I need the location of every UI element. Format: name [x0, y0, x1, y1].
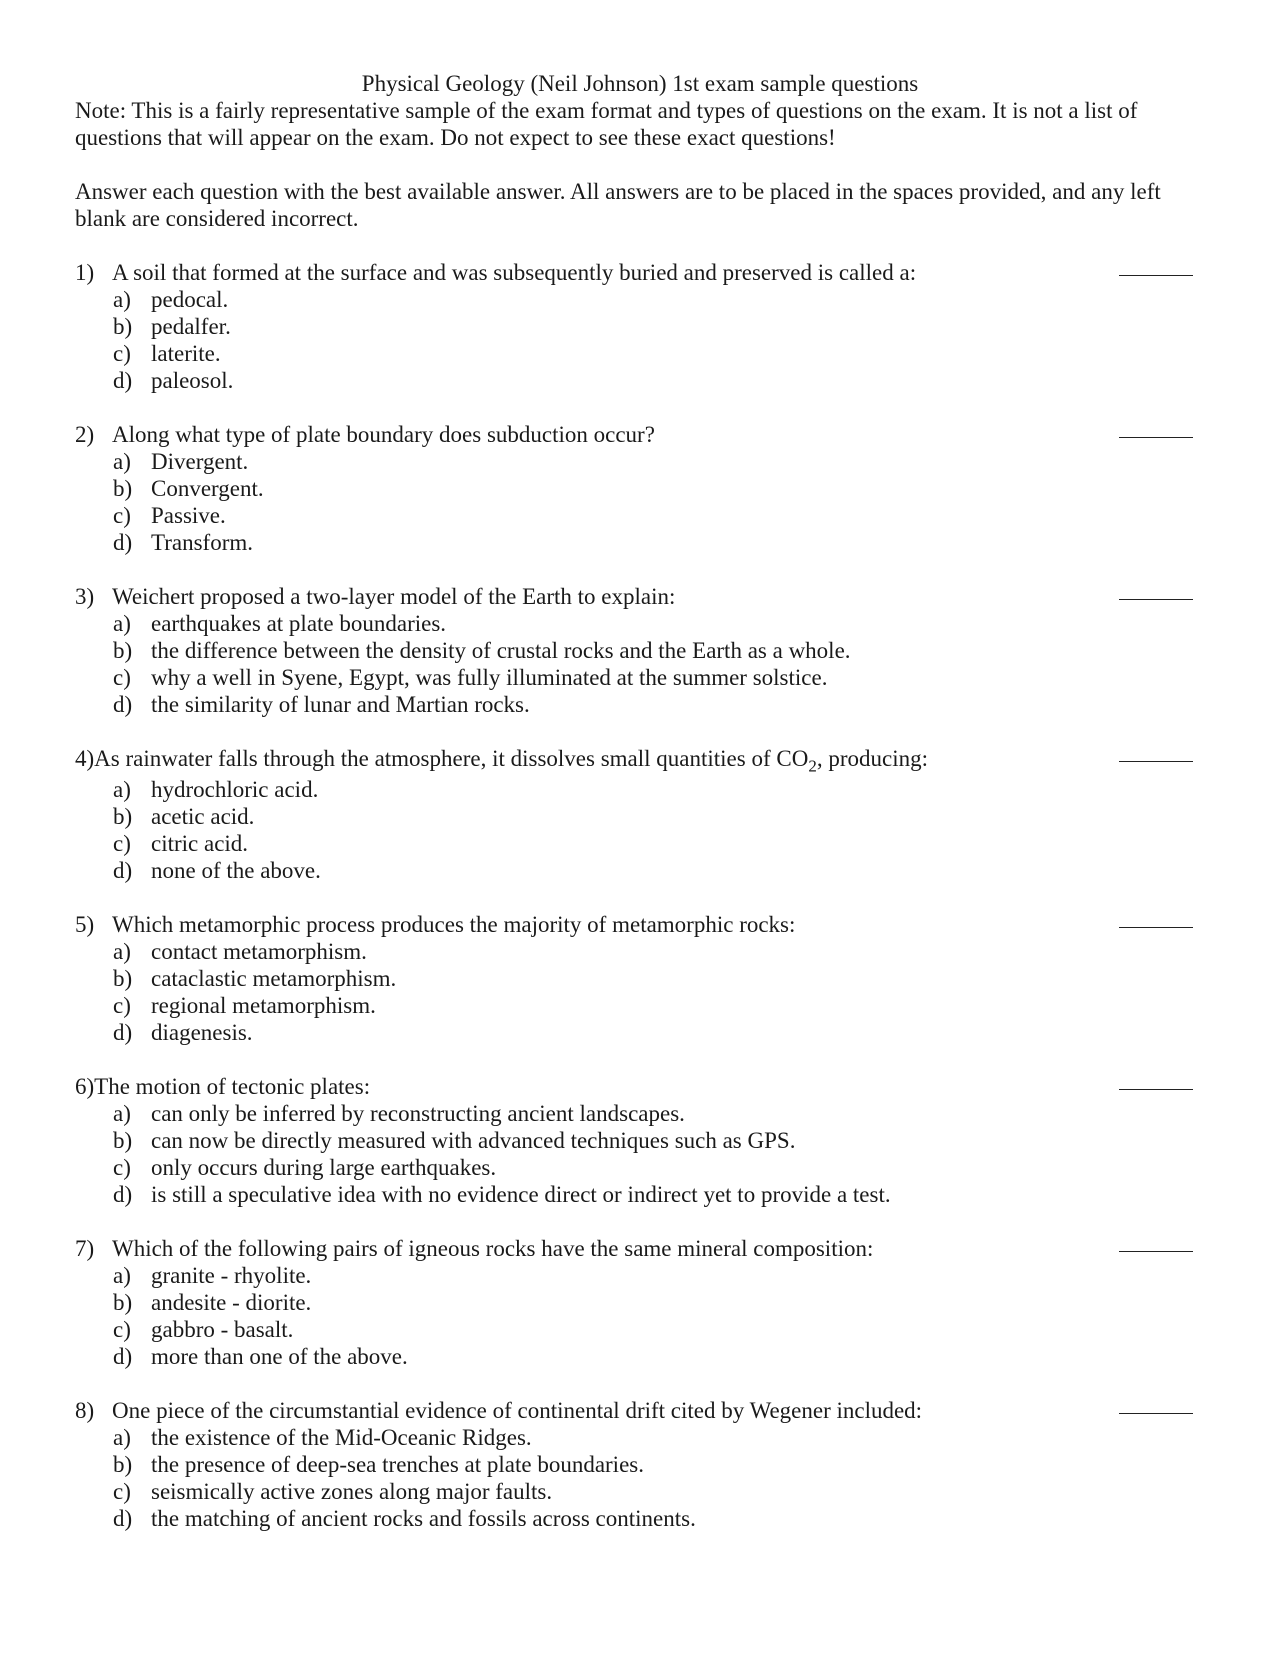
- option-letter: c): [113, 831, 131, 856]
- question-text-before: As rainwater falls through the atmosphere, it dissolves small quantities of CO: [94, 746, 809, 771]
- subscript: 2: [808, 756, 817, 776]
- option-letter: a): [113, 287, 131, 312]
- option-a: [113, 1424, 1205, 1451]
- option-d: [113, 529, 1205, 556]
- option-letter: c): [113, 1479, 131, 1504]
- option-b: [113, 637, 1205, 664]
- option-list: [75, 448, 1205, 556]
- option-letter: b): [113, 804, 133, 829]
- option-text: gabbro - basalt.: [151, 1317, 294, 1342]
- option-text: only occurs during large earthquakes.: [151, 1155, 497, 1180]
- question-8: [75, 1397, 1205, 1532]
- question-list: [75, 259, 1205, 1532]
- option-c: [113, 1478, 1205, 1505]
- option-letter: c): [113, 665, 131, 690]
- option-c: [113, 830, 1205, 857]
- question-text: A soil that formed at the surface and was subsequently buried and preserved is called a:: [112, 260, 917, 285]
- option-text: seismically active zones along major faults.: [151, 1479, 553, 1504]
- option-text: earthquakes at plate boundaries.: [151, 611, 447, 636]
- option-a: [113, 938, 1205, 965]
- option-text: Convergent.: [151, 476, 264, 501]
- option-text: can only be inferred by reconstructing ancient landscapes.: [151, 1101, 685, 1126]
- option-b: [113, 475, 1205, 502]
- option-letter: c): [113, 1317, 131, 1342]
- option-text: granite - rhyolite.: [151, 1263, 312, 1288]
- option-text: paleosol.: [151, 368, 234, 393]
- instructions-paragraph: Answer each question with the best available answer. All answers are to be placed in the spaces provided, and any left blank are considered incorrect.: [75, 179, 1161, 231]
- answer-blank[interactable]: [1119, 927, 1193, 928]
- option-text: pedalfer.: [151, 314, 231, 339]
- question-1: [75, 259, 1205, 394]
- option-letter: d): [113, 692, 133, 717]
- option-c: [113, 502, 1205, 529]
- option-b: [113, 1127, 1205, 1154]
- option-letter: a): [113, 1425, 131, 1450]
- option-list: [75, 286, 1205, 394]
- option-a: [113, 1100, 1205, 1127]
- note-paragraph: Note: This is a fairly representative sample of the exam format and types of questions on the exam. It is not a list of questions that will appear on the exam. Do not expect to see these exact questions!: [75, 98, 1138, 150]
- question-stem: [75, 745, 1205, 776]
- option-letter: b): [113, 966, 133, 991]
- option-text: is still a speculative idea with no evidence direct or indirect yet to provide a test.: [151, 1182, 891, 1207]
- option-text: Transform.: [151, 530, 254, 555]
- option-list: [75, 610, 1205, 718]
- question-number: 3): [75, 584, 95, 609]
- option-text: acetic acid.: [151, 804, 255, 829]
- question-stem: [75, 911, 1205, 938]
- option-d: [113, 367, 1205, 394]
- option-d: [113, 1343, 1205, 1370]
- question-number: 1): [75, 260, 95, 285]
- option-letter: d): [113, 530, 133, 555]
- answer-blank[interactable]: [1119, 761, 1193, 762]
- option-letter: b): [113, 1452, 133, 1477]
- option-letter: a): [113, 449, 131, 474]
- option-letter: c): [113, 993, 131, 1018]
- question-stem: [75, 1235, 1205, 1262]
- option-c: [113, 340, 1205, 367]
- option-text: Divergent.: [151, 449, 249, 474]
- answer-blank[interactable]: [1119, 437, 1193, 438]
- option-a: [113, 776, 1205, 803]
- option-text: the matching of ancient rocks and fossils across continents.: [151, 1506, 696, 1531]
- question-text: Weichert proposed a two-layer model of the Earth to explain:: [112, 584, 676, 609]
- option-text: more than one of the above.: [151, 1344, 408, 1369]
- option-a: [113, 448, 1205, 475]
- question-number: 2): [75, 422, 95, 447]
- option-text: regional metamorphism.: [151, 993, 376, 1018]
- option-text: the similarity of lunar and Martian rocks.: [151, 692, 530, 717]
- option-letter: d): [113, 1344, 133, 1369]
- answer-blank[interactable]: [1119, 1089, 1193, 1090]
- option-text: cataclastic metamorphism.: [151, 966, 397, 991]
- option-text: why a well in Syene, Egypt, was fully illuminated at the summer solstice.: [151, 665, 828, 690]
- option-c: [113, 992, 1205, 1019]
- option-text: the existence of the Mid-Oceanic Ridges.: [151, 1425, 532, 1450]
- option-letter: b): [113, 314, 133, 339]
- question-stem: [75, 421, 1205, 448]
- option-text: hydrochloric acid.: [151, 777, 319, 802]
- question-stem: [75, 1073, 1205, 1100]
- option-b: [113, 1289, 1205, 1316]
- option-a: [113, 286, 1205, 313]
- question-text: Along what type of plate boundary does subduction occur?: [112, 422, 655, 447]
- option-a: [113, 610, 1205, 637]
- option-text: laterite.: [151, 341, 221, 366]
- question-3: [75, 583, 1205, 718]
- option-letter: a): [113, 1263, 131, 1288]
- option-letter: d): [113, 368, 133, 393]
- question-7: [75, 1235, 1205, 1370]
- option-letter: d): [113, 1182, 133, 1207]
- option-letter: b): [113, 1128, 133, 1153]
- question-6: [75, 1073, 1205, 1208]
- option-d: [113, 857, 1205, 884]
- option-letter: a): [113, 777, 131, 802]
- question-number: 5): [75, 912, 95, 937]
- option-letter: a): [113, 939, 131, 964]
- option-c: [113, 1154, 1205, 1181]
- option-text: the presence of deep-sea trenches at plate boundaries.: [151, 1452, 644, 1477]
- option-letter: c): [113, 1155, 131, 1180]
- option-c: [113, 664, 1205, 691]
- option-list: [75, 1424, 1205, 1532]
- option-letter: b): [113, 476, 133, 501]
- option-letter: a): [113, 611, 131, 636]
- option-b: [113, 1451, 1205, 1478]
- option-text: citric acid.: [151, 831, 249, 856]
- option-text: contact metamorphism.: [151, 939, 367, 964]
- option-list: [75, 1100, 1205, 1208]
- option-list: [75, 938, 1205, 1046]
- option-letter: d): [113, 1506, 133, 1531]
- option-letter: a): [113, 1101, 131, 1126]
- question-text: Which metamorphic process produces the majority of metamorphic rocks:: [112, 912, 796, 937]
- question-number: 4): [75, 746, 95, 771]
- question-stem: [75, 583, 1205, 610]
- option-d: [113, 1505, 1205, 1532]
- option-text: the difference between the density of crustal rocks and the Earth as a whole.: [151, 638, 851, 663]
- answer-blank[interactable]: [1119, 275, 1193, 276]
- option-letter: d): [113, 858, 133, 883]
- question-text: Which of the following pairs of igneous rocks have the same mineral composition:: [112, 1236, 874, 1261]
- option-a: [113, 1262, 1205, 1289]
- option-text: none of the above.: [151, 858, 321, 883]
- option-text: diagenesis.: [151, 1020, 253, 1045]
- question-4: [75, 745, 1205, 884]
- question-text: One piece of the circumstantial evidence of continental drift cited by Wegener included:: [112, 1398, 923, 1423]
- option-list: [75, 1262, 1205, 1370]
- option-letter: b): [113, 638, 133, 663]
- question-number: 6): [75, 1074, 95, 1099]
- exam-page: [75, 70, 1205, 1559]
- option-d: [113, 1019, 1205, 1046]
- option-d: [113, 691, 1205, 718]
- option-letter: b): [113, 1290, 133, 1315]
- question-2: [75, 421, 1205, 556]
- option-letter: d): [113, 1020, 133, 1045]
- answer-blank[interactable]: [1119, 599, 1193, 600]
- option-text: Passive.: [151, 503, 226, 528]
- question-stem: [75, 259, 1205, 286]
- option-text: can now be directly measured with advanced techniques such as GPS.: [151, 1128, 796, 1153]
- question-text: The motion of tectonic plates:: [94, 1074, 371, 1099]
- option-b: [113, 313, 1205, 340]
- answer-blank[interactable]: [1119, 1413, 1193, 1414]
- question-number: 7): [75, 1236, 95, 1261]
- option-d: [113, 1181, 1205, 1208]
- question-5: [75, 911, 1205, 1046]
- question-text: [94, 745, 928, 776]
- question-stem: [75, 1397, 1205, 1424]
- option-text: andesite - diorite.: [151, 1290, 312, 1315]
- option-c: [113, 1316, 1205, 1343]
- question-number: 8): [75, 1398, 95, 1423]
- question-text-after: , producing:: [816, 746, 928, 771]
- option-list: [75, 776, 1205, 884]
- page-title: Physical Geology (Neil Johnson) 1st exam sample questions: [361, 71, 919, 96]
- answer-blank[interactable]: [1119, 1251, 1193, 1252]
- option-text: pedocal.: [151, 287, 229, 312]
- option-b: [113, 803, 1205, 830]
- option-letter: c): [113, 503, 131, 528]
- option-letter: c): [113, 341, 131, 366]
- option-b: [113, 965, 1205, 992]
